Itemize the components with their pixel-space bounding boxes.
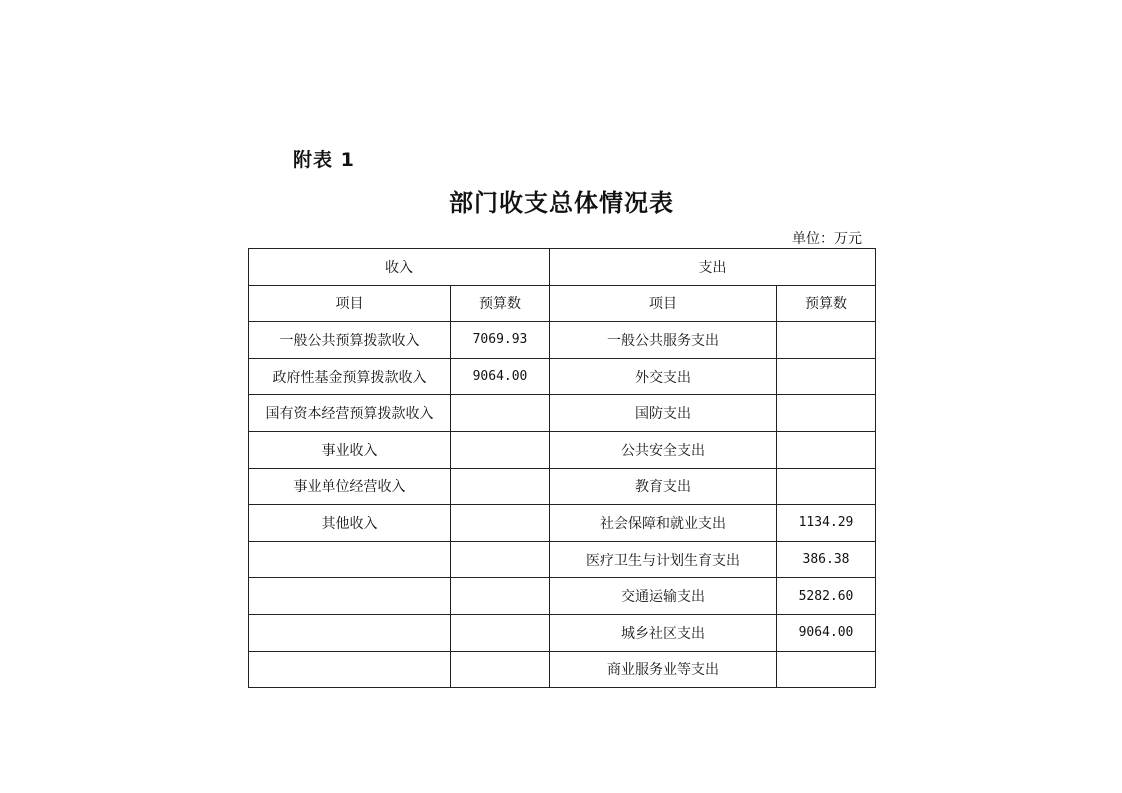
attachment-label: 附表 1 — [293, 149, 355, 171]
income-item-cell: 政府性基金预算拨款收入 — [249, 358, 451, 395]
table-row — [249, 505, 876, 542]
expense-item-cell: 一般公共服务支出 — [550, 322, 777, 359]
table-row — [249, 614, 876, 651]
expense-budget-column-header: 预算数 — [777, 285, 876, 322]
income-item-cell: 其他收入 — [249, 505, 451, 542]
income-item-cell — [249, 541, 451, 578]
expense-budget-cell: 5282.60 — [777, 578, 876, 615]
income-budget-column-header: 预算数 — [451, 285, 550, 322]
income-budget-cell — [451, 468, 550, 505]
expense-item-cell: 社会保障和就业支出 — [550, 505, 777, 542]
budget-table — [248, 248, 876, 688]
expense-item-cell: 商业服务业等支出 — [550, 651, 777, 688]
table-row — [249, 468, 876, 505]
income-budget-cell — [451, 505, 550, 542]
section-header-row — [249, 249, 876, 286]
expense-item-cell: 国防支出 — [550, 395, 777, 432]
unit-note: 单位：万元 — [792, 231, 862, 247]
expense-budget-cell — [777, 358, 876, 395]
expense-budget-cell — [777, 468, 876, 505]
income-budget-cell — [451, 395, 550, 432]
expense-budget-cell — [777, 651, 876, 688]
expense-item-cell: 教育支出 — [550, 468, 777, 505]
income-item-cell — [249, 578, 451, 615]
table-row — [249, 322, 876, 359]
expense-item-cell: 医疗卫生与计划生育支出 — [550, 541, 777, 578]
income-budget-cell — [451, 541, 550, 578]
expense-budget-cell — [777, 322, 876, 359]
expense-item-cell: 公共安全支出 — [550, 431, 777, 468]
expense-item-cell: 外交支出 — [550, 358, 777, 395]
table-row — [249, 431, 876, 468]
income-item-column-header: 项目 — [249, 285, 451, 322]
expense-item-column-header: 项目 — [550, 285, 777, 322]
income-item-cell — [249, 651, 451, 688]
expense-budget-cell: 9064.00 — [777, 614, 876, 651]
expense-section-header: 支出 — [550, 249, 876, 286]
income-item-cell — [249, 614, 451, 651]
expense-budget-cell — [777, 395, 876, 432]
table-row — [249, 541, 876, 578]
expense-item-cell: 城乡社区支出 — [550, 614, 777, 651]
income-budget-cell — [451, 614, 550, 651]
page-title: 部门收支总体情况表 — [449, 189, 674, 217]
income-budget-cell: 7069.93 — [451, 322, 550, 359]
income-budget-cell — [451, 431, 550, 468]
income-budget-cell — [451, 578, 550, 615]
table-row — [249, 651, 876, 688]
table-row — [249, 395, 876, 432]
expense-budget-cell — [777, 431, 876, 468]
expense-budget-cell: 386.38 — [777, 541, 876, 578]
income-budget-cell: 9064.00 — [451, 358, 550, 395]
income-item-cell: 国有资本经营预算拨款收入 — [249, 395, 451, 432]
expense-budget-cell: 1134.29 — [777, 505, 876, 542]
column-header-row — [249, 285, 876, 322]
income-item-cell: 一般公共预算拨款收入 — [249, 322, 451, 359]
income-item-cell: 事业收入 — [249, 431, 451, 468]
income-section-header: 收入 — [249, 249, 550, 286]
expense-item-cell: 交通运输支出 — [550, 578, 777, 615]
income-budget-cell — [451, 651, 550, 688]
income-item-cell: 事业单位经营收入 — [249, 468, 451, 505]
budget-table-body — [249, 249, 876, 688]
table-row — [249, 578, 876, 615]
table-row — [249, 358, 876, 395]
